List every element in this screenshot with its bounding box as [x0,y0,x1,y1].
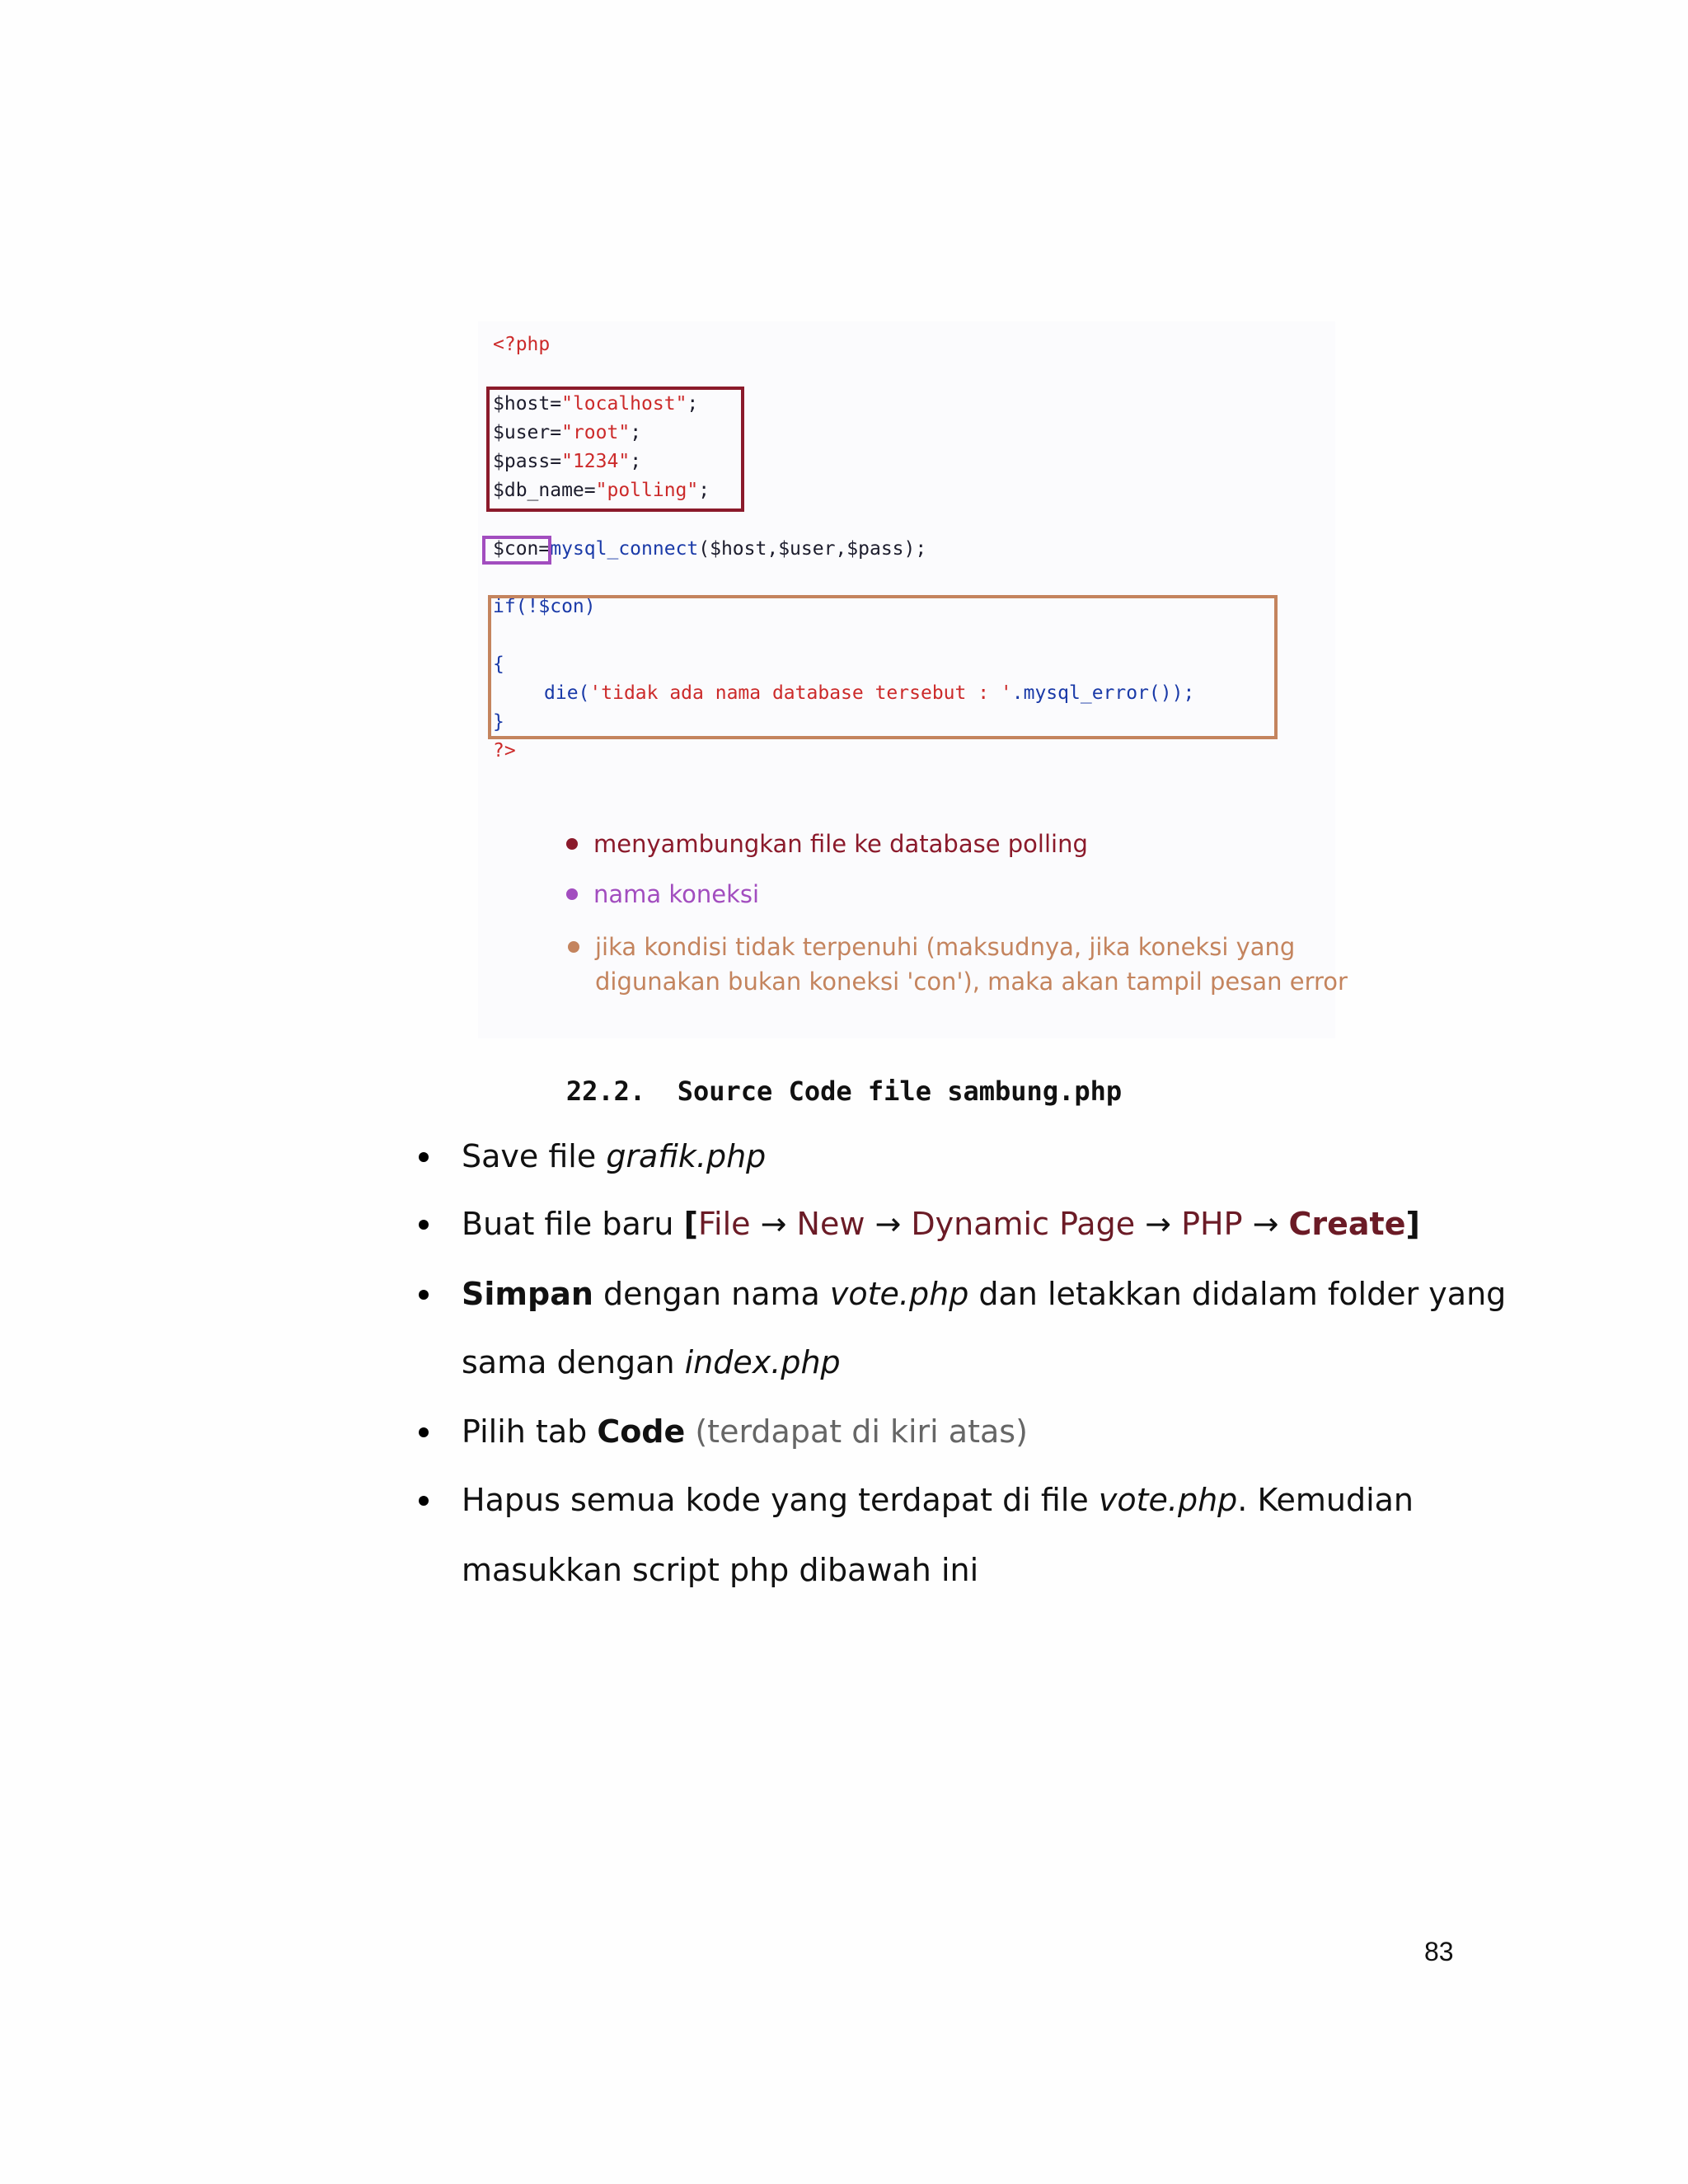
code-die-line: die('tidak ada nama database tersebut : '.mysql_error()); [544,682,1195,704]
page-number: 83 [1424,1937,1454,1966]
connection-name-highlight [482,536,551,565]
host-config-highlight [486,387,744,512]
legend-dot-3 [568,941,579,953]
figure-caption: 22.2. Source Code file sambung.php [565,1076,1123,1107]
code-dbname-line: $db_name="polling"; [493,480,710,501]
legend-dot-2 [566,888,578,900]
code-if-line: if(!$con) [493,596,596,617]
legend-item-3: jika kondisi tidak terpenuhi (maksudnya, jika koneksi yang digunakan bukan koneksi 'con'), maka akan tampil pesan error [595,930,1348,999]
legend-item-1: menyambungkan file ke database polling [593,827,1088,861]
bullet-icon [419,1220,429,1230]
code-connect-line: $con=mysql_connect($host,$user,$pass); [493,538,927,560]
list-item-continuation: masukkan script php dibawah ini [462,1552,979,1588]
code-brace-open: { [493,654,504,675]
bullet-icon [419,1496,429,1506]
list-item-continuation: sama dengan index.php [462,1344,841,1380]
list-item: Pilih tab Code (terdapat di kiri atas) [462,1411,1028,1452]
bullet-icon [419,1290,429,1300]
php-open-tag: <?php [493,334,551,355]
list-item: Save file grafik.php [462,1136,766,1177]
code-host-line: $host="localhost"; [493,393,699,415]
bullet-icon [419,1152,429,1162]
list-item: Simpan dengan nama vote.php dan letakkan didalam folder yang [462,1273,1506,1315]
php-close-tag: ?> [493,740,516,762]
legend-dot-1 [566,838,578,850]
code-brace-close: } [493,711,504,733]
bullet-icon [419,1427,429,1437]
list-item: Hapus semua kode yang terdapat di file vote.php. Kemudian [462,1479,1414,1521]
code-user-line: $user="root"; [493,422,642,443]
list-item: Buat file baru [File → New → Dynamic Page → PHP → Create] [462,1203,1420,1244]
legend-item-2: nama koneksi [593,877,759,912]
code-pass-line: $pass="1234"; [493,451,642,472]
if-condition-highlight [488,595,1278,739]
